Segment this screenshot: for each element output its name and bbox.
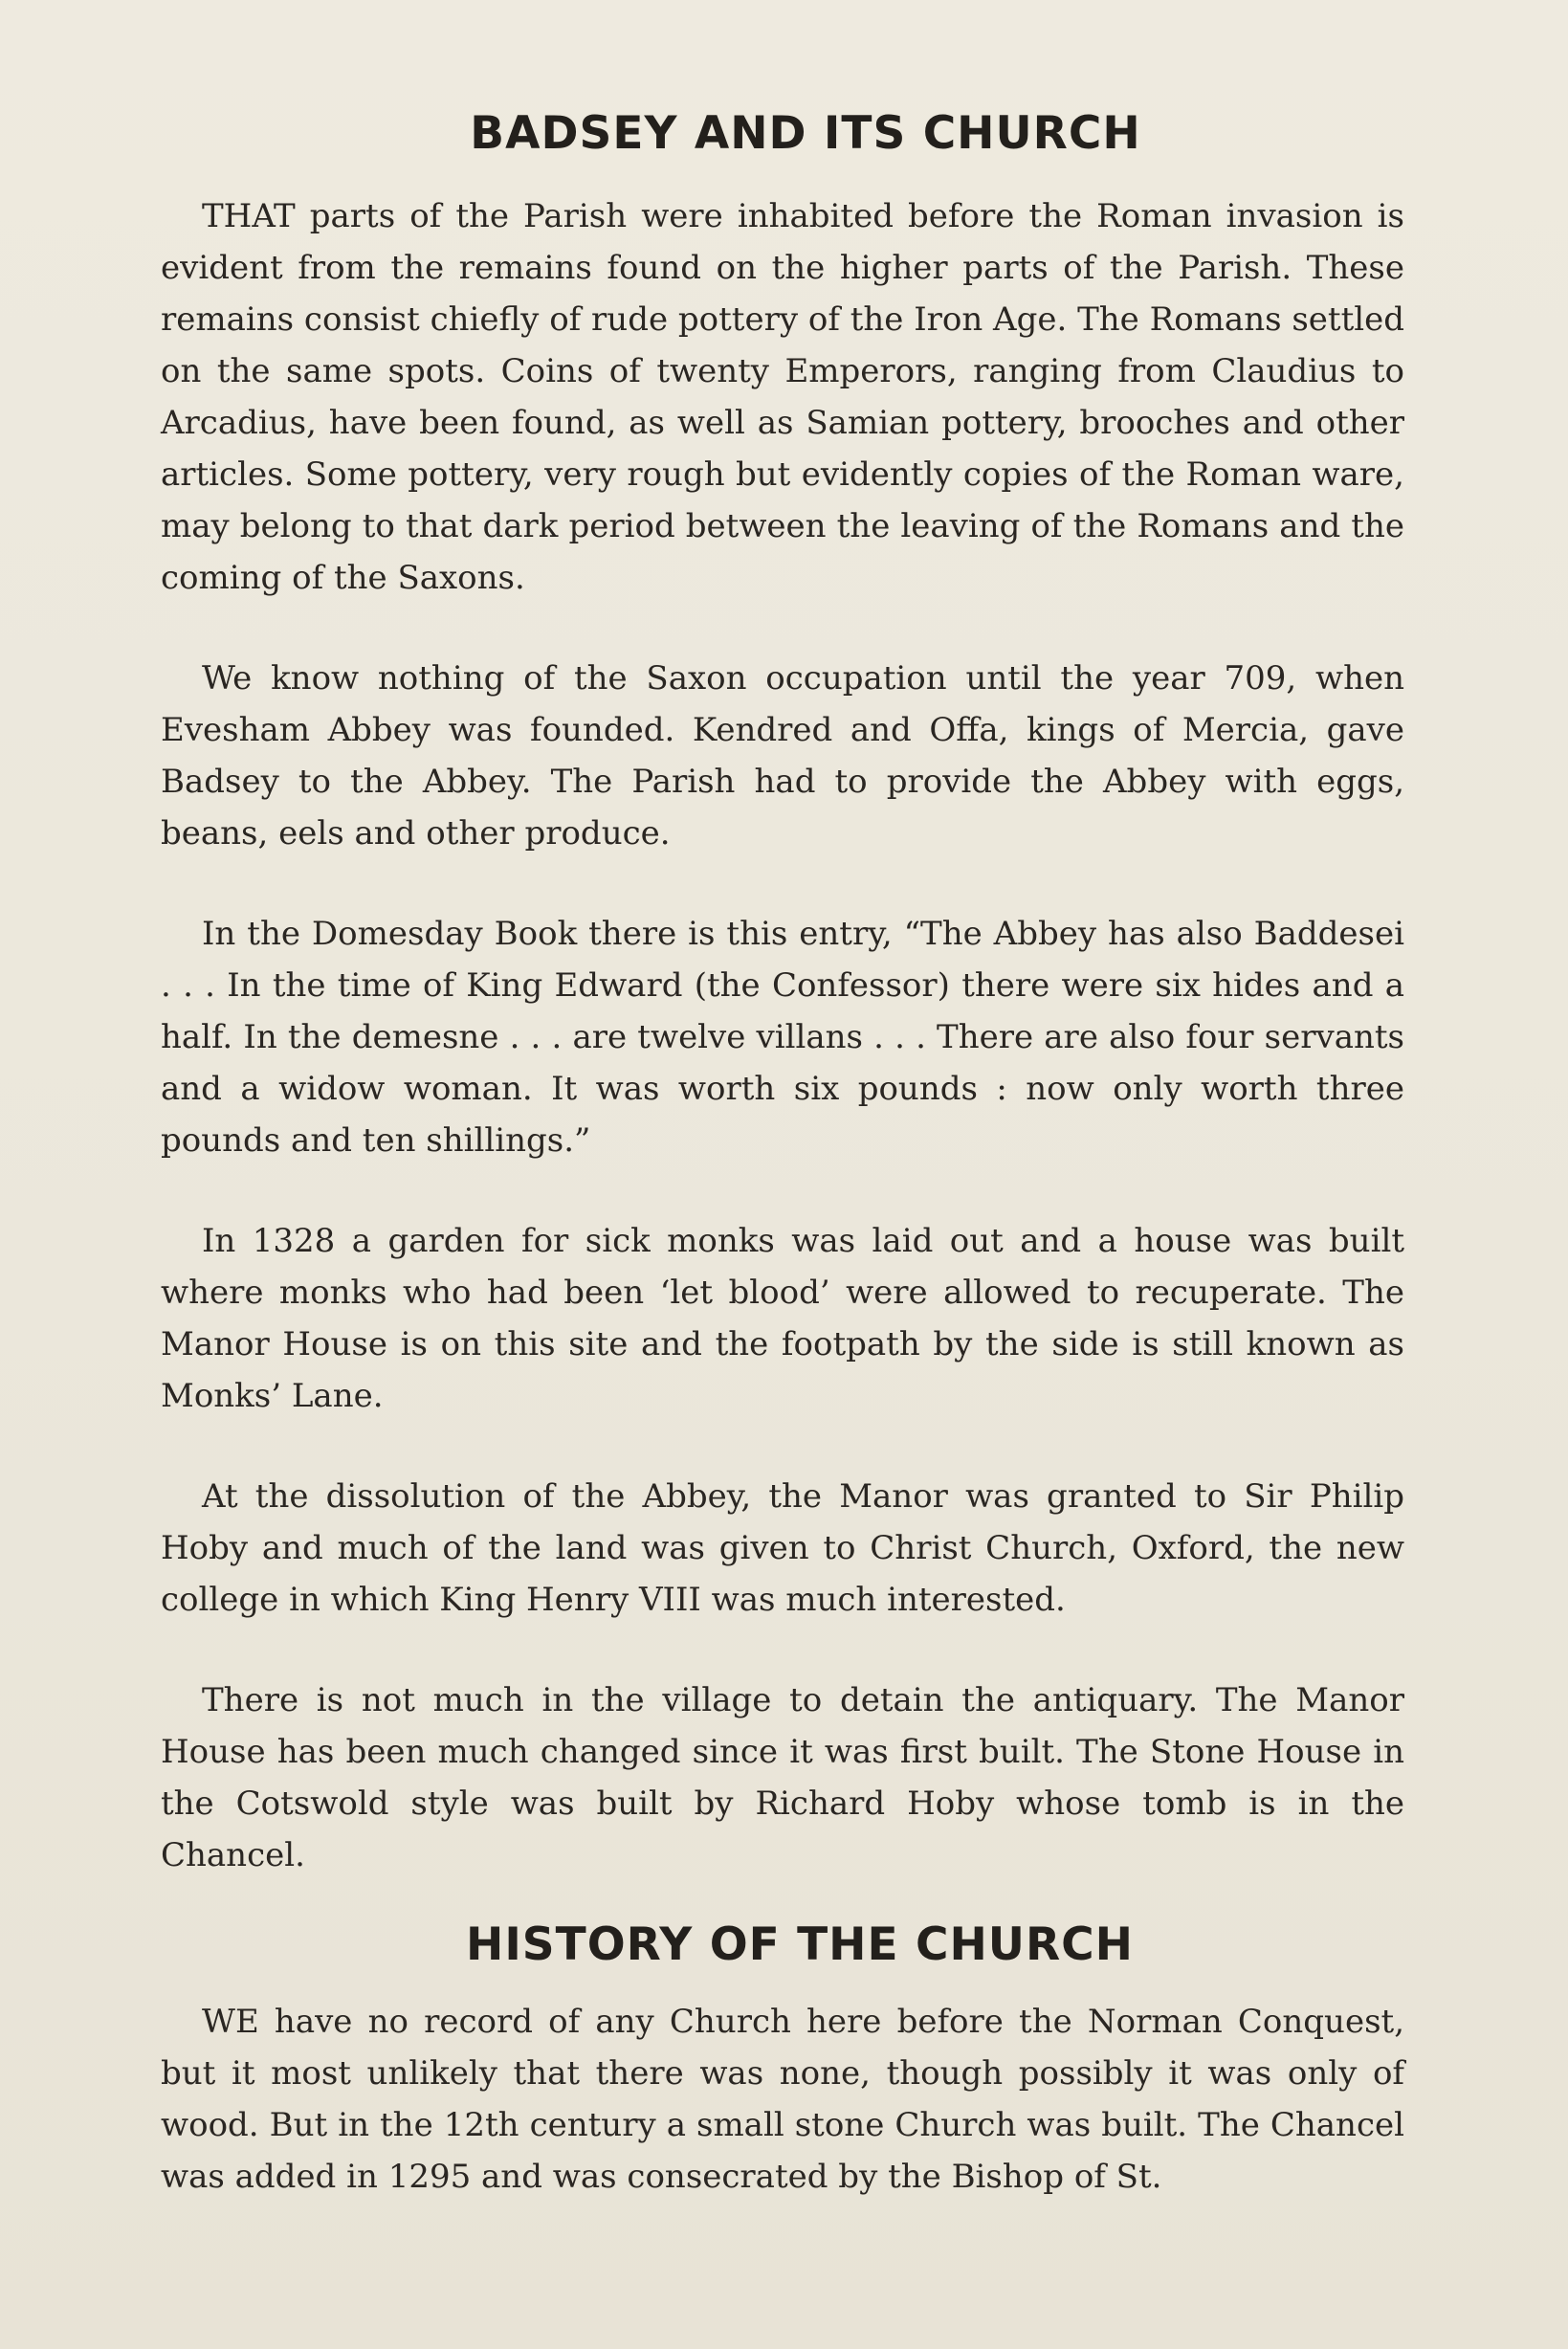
paragraph-saxon: We know nothing of the Saxon occupation until the year 709, when Evesham Abbey was founded. Kendred and Offa, kings of Mercia, gave Badsey to the Abbey. The Parish had to provide the Abbey with eggs, beans, eels and other produce. xyxy=(161,659,1404,853)
section-title: HISTORY OF THE CHURCH xyxy=(465,1918,1134,1971)
paragraph-monks-garden: In 1328 a garden for sick monks was laid out and a house was built where monks who had been ‘let blood’ were allowed to recuperate. The Manor House is on this site and the footpath by the side is still known as Monks’ Lane. xyxy=(161,1222,1404,1415)
paragraph-church-history: WE have no record of any Church here before the Norman Conquest, but it most unlikely that there was none, though possibly it was only of wood. But in the 12th century a small stone Church was built. The Chancel was added in 1295 and was consecrated by the Bishop of St. xyxy=(161,2003,1404,2196)
page-title: BADSEY AND ITS CHURCH xyxy=(470,107,1141,160)
document-body xyxy=(161,96,1404,2203)
paragraph-village: There is not much in the village to detain the antiquary. The Manor House has been much changed since it was first built. The Stone House in the Cotswold style was built by Richard Hoby whose tomb is in the Chancel. xyxy=(161,1681,1404,1874)
paragraph-domesday: In the Domesday Book there is this entry, “The Abbey has also Baddesei . . . In the time of King Edward (the Confessor) there were six hides and a half. In the demesne . . . are twelve villans . . . There are also four servants and a widow woman. It was worth six pounds : now only worth three pounds and ten shillings.” xyxy=(161,915,1404,1160)
paragraph-dissolution: At the dissolution of the Abbey, the Manor was granted to Sir Philip Hoby and much of the land was given to Christ Church, Oxford, the new college in which King Henry VIII was much interested. xyxy=(161,1477,1404,1619)
paragraph-prehistory: THAT parts of the Parish were inhabited before the Roman invasion is evident from the remains found on the higher parts of the Parish. These remains consist chiefly of rude pottery of the Iron Age. The Romans settled on the same spots. Coins of twenty Emperors, ranging from Claudius to Arcadius, have been found, as well as Samian pottery, brooches and other articles. Some pottery, very rough but evidently copies of the Roman ware, may belong to that dark period between the leaving of the Romans and the coming of the Saxons. xyxy=(161,197,1405,597)
